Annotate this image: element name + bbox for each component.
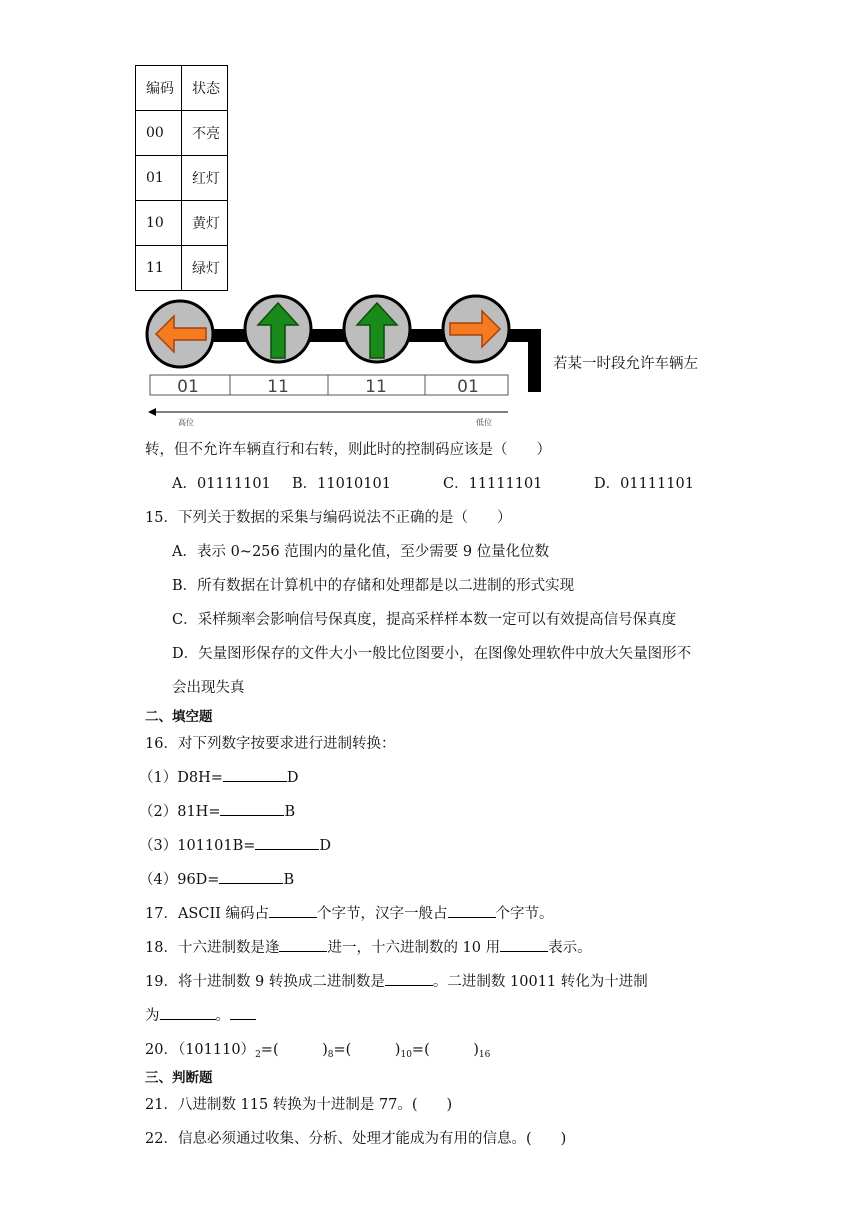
q15-option-d-line2: 会出现失真 (172, 680, 245, 696)
q16-item-prefix: （4）96D= (139, 872, 220, 888)
q21: 21．八进制数 115 转换为十进制是 77。( ) (145, 1097, 453, 1113)
code-label: 01 (457, 377, 479, 397)
answer-blank[interactable] (269, 903, 317, 918)
q17-text: 个字节，汉字一般占 (317, 906, 448, 922)
answer-blank[interactable] (160, 1005, 216, 1020)
table-cell: 不亮 (182, 111, 228, 156)
table-row (136, 201, 228, 246)
table-cell: 红灯 (182, 156, 228, 201)
q15-option-c: C．采样频率会影响信号保真度，提高采样样本数一定可以有效提高信号保真度 (172, 612, 677, 628)
q18-text: 18．十六进制数是逢 (145, 940, 280, 956)
q14-option-d: D．01111101 (594, 476, 694, 492)
q16-item-prefix: （3）101101B= (139, 838, 256, 854)
high-bit-label: 高位 (178, 418, 194, 427)
q16-item (139, 868, 294, 889)
q20-text: 20．（101110） (145, 1042, 256, 1058)
q14-option-b: B．11010101 (292, 476, 391, 492)
table-cell: 10 (136, 201, 182, 246)
q16-item-suffix: D (319, 838, 332, 854)
light-right-arrow-icon (443, 296, 509, 362)
code-strip (150, 375, 508, 395)
answer-blank[interactable] (220, 801, 284, 816)
q20-subscript: 16 (478, 1050, 491, 1060)
table-row (136, 246, 228, 291)
answer-blank[interactable] (448, 903, 496, 918)
q14-option-a: A．01111101 (172, 476, 271, 492)
q16-item-suffix: B (283, 872, 295, 888)
signal-bracket (528, 329, 541, 392)
traffic-signal-figure (140, 294, 552, 430)
q15-option-d-line1: D．矢量图形保存的文件大小一般比位图要小，在图像处理软件中放大矢量图形不 (172, 646, 692, 662)
q18 (145, 936, 592, 957)
q18-text: 进一，十六进制数的 10 用 (327, 940, 501, 956)
code-table (135, 65, 228, 291)
table-row (136, 111, 228, 156)
q20 (145, 1038, 490, 1060)
q16-stem: 16．对下列数字按要求进行进制转换： (145, 736, 396, 752)
q19-text: 。 (215, 1008, 230, 1024)
q22: 22．信息必须通过收集、分析、处理才能成为有用的信息。( ) (145, 1131, 567, 1147)
q15-option-b: B．所有数据在计算机中的存储和处理都是以二进制的形式实现 (172, 578, 575, 594)
q15-option-a: A．表示 0~256 范围内的量化值，至少需要 9 位量化位数 (172, 544, 550, 560)
answer-blank[interactable] (500, 937, 548, 952)
code-label: 01 (177, 377, 199, 397)
q17 (145, 902, 554, 923)
table-cell: 黄灯 (182, 201, 228, 246)
code-label: 11 (267, 377, 289, 397)
q16-item-suffix: D (286, 770, 299, 786)
q16-item (139, 766, 299, 787)
q14-stem-part2: 转，但不允许车辆直行和右转，则此时的控制码应该是（ ） (145, 442, 551, 458)
q20-subscript: 10 (400, 1050, 412, 1060)
q14-option-c: C．11111101 (443, 476, 543, 492)
section-title: 三、判断题 (145, 1070, 213, 1086)
q19-line1 (145, 970, 648, 991)
q20-text: =( ) (411, 1042, 479, 1058)
answer-blank[interactable] (223, 767, 287, 782)
section-title: 二、填空题 (145, 709, 213, 725)
q19-text: 为 (145, 1008, 160, 1024)
q20-subscript: 8 (327, 1050, 334, 1060)
q17-text: 17．ASCII 编码占 (145, 906, 270, 922)
table-cell: 绿灯 (182, 246, 228, 291)
q16-item-prefix: （1）D8H= (139, 770, 223, 786)
q17-text: 个字节。 (495, 906, 554, 922)
light-up-arrow-icon (245, 296, 311, 362)
q16-item-prefix: （2）81H= (139, 804, 221, 820)
light-up-arrow-icon (344, 296, 410, 362)
low-bit-label: 低位 (476, 418, 492, 427)
q19-line2 (145, 1004, 256, 1025)
answer-blank[interactable] (385, 971, 433, 986)
table-header-row (136, 66, 228, 111)
q19-text: 。二进制数 10011 转化为十进制 (432, 974, 648, 990)
q16-item-suffix: B (284, 804, 296, 820)
answer-underline (230, 1005, 256, 1020)
q19-text: 19．将十进制数 9 转换成二进制数是 (145, 974, 385, 990)
table-cell: 11 (136, 246, 182, 291)
table-cell: 00 (136, 111, 182, 156)
code-label: 11 (365, 377, 387, 397)
q18-text: 表示。 (548, 940, 592, 956)
answer-blank[interactable] (279, 937, 327, 952)
table-row (136, 156, 228, 201)
q14-stem-part1: 若某一时段允许车辆左 (553, 356, 698, 372)
table-header-cell: 状态 (182, 66, 228, 111)
answer-blank[interactable] (255, 835, 319, 850)
q16-item (139, 834, 331, 855)
q20-text: =( ) (260, 1042, 328, 1058)
q20-text: =( ) (333, 1042, 401, 1058)
answer-blank[interactable] (219, 869, 283, 884)
table-header-cell: 编码 (136, 66, 182, 111)
q15-stem: 15．下列关于数据的采集与编码说法不正确的是（ ） (145, 510, 512, 526)
table-cell: 01 (136, 156, 182, 201)
q16-item (139, 800, 295, 821)
q20-subscript: 2 (255, 1050, 261, 1060)
light-left-arrow-icon (147, 301, 213, 367)
